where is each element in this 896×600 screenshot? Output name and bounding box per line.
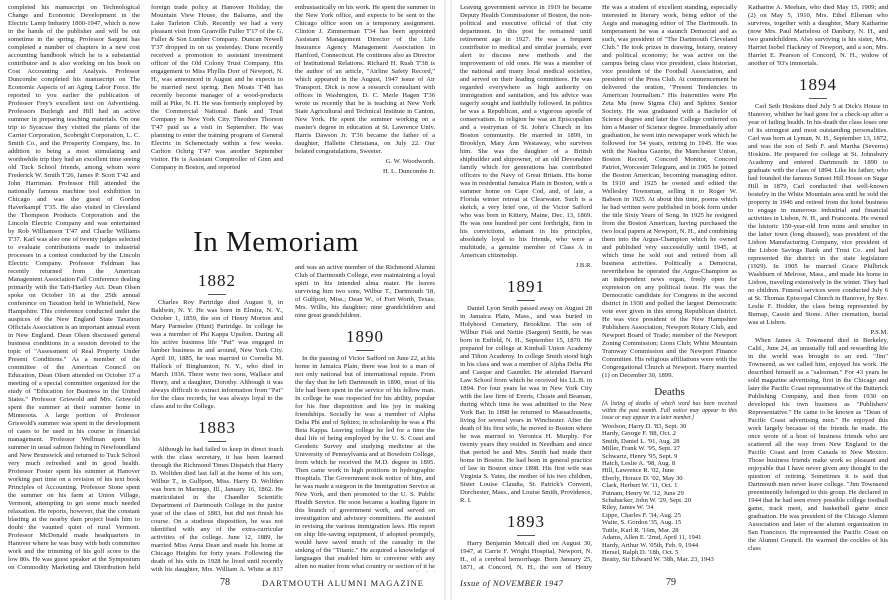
obituary-1891: Daniel Lyon Smith passed away on August 28 in Jamaica Plain, Mass., and was buried in Holyhood Cemetery, Brookline. The son of Wilbur Fisk and Nettie (Sargent) Smith, he was born in Enfield, N. H., September 15, 1870. He prepared for college at Kimball Union Academy and Tilton Academy. In college Smith stood high in his class and was a member of Alpha Delta Phi and Casque and Gauntlet. He attended Harvard Law School from which he received his LL.B. in 1894. For four years he was in New York City with the law firm of Everts, Choate and Beaman, during which time he was admitted to the New York Bar. In 1898 he returned to Massachusetts, living for several years in Winchester. After the death of his first wife, he moved to Boston where he was married to Veronica H. Murphy. For twenty years they resided in Needham and since that period he and Mrs. Smith had made their home in Boston. He had been in general practice of law in Boston since 1898. His first wife was Virginia S. Yates, the mother of his two children, Sister Louise Claudia, St. Patrick's Convent, Dorchester, Mass., and Louise Smith, Providence, R. I. <box>460 305 592 504</box>
magazine-title: DARTMOUTH ALUMNI MAGAZINE <box>262 578 424 588</box>
divider <box>356 350 374 351</box>
signature-jbr: J.B.R. <box>575 262 592 269</box>
deaths-list <box>602 423 737 564</box>
death-entry: Smith, Daniel L. '91, Aug. 28 <box>602 437 680 445</box>
death-entry: Beatty, Sir Edward W. '38h, Mar. 23, 1943 <box>602 556 714 564</box>
deaths-heading: Deaths <box>654 386 685 398</box>
divider <box>208 294 226 295</box>
right-page <box>452 0 896 600</box>
death-entry: Waite, S. Gordon '35, Aug. 15 <box>602 519 682 527</box>
tuck-news-text: completed his manuscript on Technological Change and Economic Development in the Electric Lamp Industry 1800-1947, which is now in the hands of the publisher and will be out sometime in the spring. Professor Sargent has completed a number of chapters in a new cost accounting handbook which he is a substantial contributor and is also working on his book on Cost Accounting and Analysis. Professor Duncombe completed his manuscript on The Economic Aspects of an Aging Labor Force. He reported to you earlier the publication of Professor Frey's excellent text on Advertising. Professors Burleigh and Hill had an active summer in preparing teaching materials. On one trip to Syracuse they visited the plants of the Carrier Corporation, Scobright Corporation, L. C. Smith Co., and the Prosperity Company, Inc. In addition to being a most stimulating and worthwhile trip they had an excellent time seeing old Tuck School friends, among whom were Frederick W. Smith T'26, James P. Scott T'42 and John Harriman. Professor Hill attended the nationally famous machine tool exhibition in Chicago and was the guest of Gordon Haverkampf T'35. He also visited in Cleveland the Thompson Products Corporation and the Lincoln Electric Company and was entertained by Rob Williamson T'47 and Charlie Williams T'37. Karl was also one of twenty judges selected to evaluate contributions made to industrial processes in a contest conducted by the Lincoln Electric Company. Professor Feldman has recently returned from the American Management Association Fall Conference dealing primarily with the Taft-Hartley Act. Dean Olsen spoke on October 16 at the 25th annual conference on Taxation held in Whitefield, New Hampshire. This conference conducted under the auspices of the New England State Taxation Officials Association is an important annual event in New England. Dean Olsen discussed general business conditions in a session devoted to the topic of "Assessment of Real Property Under Present Conditions." As a member of the committee of the American Council on Education, Dean Olsen attended on October 17 a meeting of a special committee organized for the study of "Education for Business in the United States." Professor Griswold and Mrs. Griswold spent the summer at their summer home in Minnesota. A large portion of Professor Griswold's summer was spent in the development of cases to be used in his course in financial management. Professor Wellman spent his summer in usual salmon fishing in Newfoundland and New Brunswick and returned to Tuck School very much refreshed and in good health. Professor Foster spent his summer at Hanover working part time on a revision of his text book Principles of Accounting. Professor Stone spent the summer on his farm at Union Village, Vermont, attempting to get some much needed relaxation. He reports, however, that the constant blasting at the nearby dam project leads him to doubt the vaunted quiet of rural Vermont. Professor McDonald made headquarters in Hanover where he was busy with both committee work and the trimming of his golf score to the low 80s. He was guest speaker at the Symposium on Commodity Marketing and Distribution held <box>8 4 140 571</box>
divider <box>208 441 226 442</box>
page-number-left: 78 <box>220 577 230 588</box>
year-heading-1890: 1890 <box>346 327 384 346</box>
book-gutter <box>444 0 452 600</box>
death-entry: Hersel, Ralph D. '18h, Oct. 5 <box>602 548 679 556</box>
year-heading-1891: 1891 <box>507 277 545 296</box>
divider <box>809 98 827 99</box>
obituary-1883-cont: and was an active member of the Richmond Alumni Club of Dartmouth College, ever maintaining a loyal spirit in his intended alma mater. He leaves surviving him two sons, Wilbur T., Dartmouth '18, of Gulfport, Miss.; Dean W., of Fort Worth, Texas; Mrs. Willis, his daughter; nine grandchildren and nine great grandchildren. <box>295 264 435 319</box>
death-entry: Putnam, Henry W. '12, June 29 <box>602 489 684 497</box>
death-entry: Hardy, George F. '88, Oct. 2 <box>602 430 676 438</box>
tuck-news-text-cont: foreign trade policy at Hanover Holiday, the Mountain View House, the Balsams, and the Lake Tarleton Club. Recently we had a very pleasant visit from Granville Fuller T'17 of the G. Fuller & Son Lumber Company. Duncan Newell T'37 dropped in on us yesterday. Dune recently received a promotion to assistant investment officer of the Old Colony Trust Company. His engagement to Miss Phyllis Dorr of Newport, N. H., was announced in August and he expects to be married next spring. Ben Moats T'48 has recently become manager of a wood-products mill at Pike, N. H. He was formerly employed by the Commercial National Bank and Trust Company in New York City. Theodore Thorson T'47 paid us a visit in September. He was planning to enter the training program of General Electric in Schenectady within a few weeks. Carlton Ochrig T'47 was another September visitor. He is Assistant Comptroller of Ginn and Company in Boston, and reported <box>151 4 283 171</box>
divider <box>517 300 535 301</box>
signature-duncombe: H. L. Duncombe Jr. <box>382 168 435 175</box>
death-entry: Lippe, Charles F. '34, Aug. 25 <box>602 511 681 519</box>
death-entry: Schwartz, Henry '95, Sept. 9 <box>602 452 678 460</box>
deaths-note: [A listing of deaths of which word has been received within the past month. Full notice may appear in this issue or may appear in a later number.] <box>602 401 737 421</box>
issue-label: Issue of NOVEMBER 1947 <box>460 578 564 588</box>
right-column-3 <box>748 4 888 572</box>
obituary-1890: In the passing of Victor Safford on June 22, at his home in Jamaica Plain, there was lost to a man of not only national but of international repute. From the day that he left Dartmouth in 1890, most of his life had been spent in the service of his fellow man. In college he was respected for his ability, popular for his fine disposition and his joy in making friendships. Socially he was a member of Alpha Delta Phi and of Sphinx; in scholarship he was a Phi Beta Kappa. Leaving college he led for a time the dual life of being employed by the U. S. Coast and Geodetic Survey and studying medicine at the University of Pennsylvania and at Bowdoin College, from which he received the M.D. degree in 1895. Then came work in high positions in hydrographic Hospitals. The Government took notice of him, and he was made a surgeon in the Immigration Service at New York, and then promoted to the U. S. Public Health Service. He soon became a leading figure in this branch of government work, and served on investigation and advisory committees. He assisted in revising the various immigration laws. His report on ship life-saving equipment, if adopted promptly, would have saved much of the casualty in the sinking of the "Titanic." He acquired a knowledge of languages that enabled him to converse with any alien no matter from what country or section of it he <box>295 355 435 570</box>
year-heading-1882: 1882 <box>198 271 236 290</box>
death-entry: Eberly, Horace D. '02, May 30 <box>602 474 683 482</box>
death-entry: Schabacker, John W. '29, Sept. 20 <box>602 497 692 505</box>
death-entry: Tuttle, Karl R. '16m, Mar. 28 <box>602 526 679 534</box>
death-entry: Clark, Herbert W. '11, Oct. 1 <box>602 482 678 490</box>
obituary-1894: Carl Seth Hoskins died July 5 at Dick's House in Hanover, whither he had gone for a check-up after a year of failing health. In his death the class loses one of its strongest and most outstanding personalities. Carl was born at Lyman, N. H., September 13, 1872, and was the son of Seth F. and Martha (Severns) Hoskins. He prepared for college at St. Johnsbury Academy and entered Dartmouth in 1890 to graduate with the class of 1894. Like his father, who had founded the famous Sunset Hill House on Sugar Hill in 1879, Carl conducted that well-known hostelry in the White Mountain area until he sold the property in 1946 and retired from the hotel business to engage in numerous industrial and financial activities in Lisbon, N. H., and Franconia. He owned the historic 150-year-old Iron mine and smelter in the latter town (long disused), was president of the Lisbon Manufacturing Company, vice president of the Lisbon Savings Bank and Trust Co. and had represented the district in the state legislature (1929). In 1905 he married Grace Philbrick Washburn of Melrose, Mass., and made his home in Lisbon, traveling extensively in the winter. They had no children. Funeral services were conducted July 6 at St. Thomas Episcopal Church in Hanover, by Rev. Leslie F. Hodder, the class being represented by Burnap, Cassin and Stone. After cremation, burial was at Lisbon. <box>748 103 888 326</box>
death-entry: Hardy, Arthur W. '05th, Feb. 9, 1944 <box>602 541 699 549</box>
death-entry: Woolson, Harry D. '83, Sept. 30 <box>602 423 687 430</box>
right-column-1 <box>460 4 592 572</box>
signature-psm: P.S.M. <box>870 329 888 336</box>
left-page <box>0 0 444 600</box>
right-column-2 <box>602 4 737 572</box>
obituary-1882: Charles Roy Partridge died August 9, in Baldwin, N. Y. He was born in Elmira, N. Y., October 1, 1859, the son of Henry Morton and Mary Parmelee (Hunt) Partridge. In college he was a member of Phi Kappa Upsilon. During all his active business life "Pat" was engaged in lumber business in and around, New York City. April 10, 1885, he was married to Cornelia M. Hallock of Binghamton, N. Y., who died in March 1936. There were two sons, Wallace and Henry, and a daughter, Dorothy. Although it was always difficult to extract information from "Pat" for the class records, he was always loyal to the class and to the College. <box>151 299 283 410</box>
left-column-3-obits <box>295 264 435 572</box>
death-entry: Hatch, Leslie A. '98, Aug. 8 <box>602 460 676 468</box>
left-column-2-obits <box>151 264 283 572</box>
left-column-2 <box>151 4 283 216</box>
obituary-1883: Although he had failed to keep in direct touch with the class secretary, it has been learned through the Richmond Times Dispatch that Harry D. Wolfden died last fall at the home of his son, Wilbur T., in Gulfport, Miss. Harry D. Wolfden was born in Marengo, Ill., January 16, 1862. He matriculated in the Chandler Scientific Department of Dartmouth College in the junior year of the class of 1883, but did not finish his course. On a studious disposition, he was not identified with any of the extra-curricular activities of the college. June 12, 1889, he married Miss Anna Dean and made his home at Chicago Heights for forty years. Following the death of his wife in 1928 he lived until recently with his daughter, Mrs. William A. White at 817 <box>151 446 283 572</box>
page-number-right: 79 <box>666 577 676 588</box>
left-column-3 <box>295 4 435 216</box>
divider <box>517 535 535 536</box>
obituary-1893-cont: He was a student of excellent standing, especially interested in literary work, being editor of the Aegis and managing editor of The Dartmouth. In temperament he was a staunch Democrat and as such, was president of "The Dartmouth Cleveland Club." He took prizes in drawing, botany, oratory and political economy; he was active on the campus being class vice president, class historian, vice president of the Football Association, and president of the Press Club. At commencement he delivered the oration, "Present Tendencies in American Journalism." His fraternities were Phi Zeta Mu (now Sigma Chi) and Sphinx Senior Society. He was graduated with a Bachelor of Science degree and later the College conferred on him a Master of Science degree. Immediately after graduation, he went into newspaper work which he followed for 54 years, retiring in 1945. He was with the Nashua Gazette, the Manchester Union, Boston Record, Concord Monitor, Concord Patriot, Worcester Telegram, and in 1905 he joined the Boston American, becoming managing editor. In 1910 and 1925 he owned and edited the Wellesley Townsman, selling it to Roger W. Babson in 1925. At about this time, poems which he had written were published in book form under the title Sixty Years of Song. In 1925 he resigned from the Boston American, having purchased the two local papers at Newport, N. H., and combining them into the Argus-Champion which he owned and published very successfully until 1945, at which time he sold out and retired from all business activities. Politically a Democrat, nevertheless he operated the Argus-Champion as an independent news organ, freely open for expression on any political issue. He was the Democratic candidate for Congress in the second district in 1930 and polled the largest Democratic vote ever given in this strong Republican district. He was vice president of the New Hampshire Publishers Association, Newport Rotary Club, and Newport Board of Trade; member of the Newport Zoning Commission; Lions Club; White Mountain Tramway Commission and the Newport Finance Committee. His religious affiliations were with the Congregational Church at Newport. Harry married (1) on December 30, 1899. <box>602 4 737 379</box>
tuck-news-text-end: enthusiastically on his work. He spent the summer in the New York office, and expects to be sent to the Chicago office soon on a temporary assignment. Clinton J. Zimmerman T'34 has been appointed Assistant Management Director of the Life Insurance Agency Management Association in Hartford, Connecticut. He continues also as Director of Institutional Relations. Richard H. Rush T'38 is the author of an article, "Airline Safety Record," which appeared in the August, 1947 issue of Air Transport. Dick is now a research consultant with offices in Washington, D. C. Merle Hagen T'36 wrote us recently that he is teaching at New York State Agricultural and Technical Institute in Canton, New York. He spent the summer working on a master's degree in education at St. Lawrence Univ. Harris Dawson Jr. T'36 became the father of a daughter, Hallette Christiana, on July 22. Our belated congratulations, Sweeter. <box>295 4 435 155</box>
year-heading-1893: 1893 <box>507 512 545 531</box>
obituary-1893: Harry Benjamin Metcalf died on August 30, 1947, at Carrie F. Wright Hospital, Newport, N. H., of a cerebral hemorrhage. Born January 25, 1871, at Concord, N. H., the son of Henry <box>460 540 592 571</box>
year-heading-1894: 1894 <box>799 75 837 94</box>
page-title: In Memoriam <box>193 226 359 258</box>
death-entry: Riley, James W. '34 <box>602 504 654 512</box>
year-heading-1883: 1883 <box>198 418 236 437</box>
death-entry: Adams, Allen E. '2md, April 11, 1941 <box>602 534 702 542</box>
left-column-1 <box>8 4 140 572</box>
obituary-1894-townsend: When James A. Townsend died in Berkeley, Calif., June 24, an unusually full and rewarding life in the world was brought to an end. "Jim" Townsend, as we called him, enjoyed his work. He described himself as a "salesman." For 43 years he sold magazine advertising, first in the Chicago and later the Pacific Coast representative of the Butterick Publishing Company, and then from 1930 on developed his own business as "Publishers' Representative." He came to be known as "Dean of Pacific Coast advertising men." He enjoyed this work largely because of the friends he made. He once wrote of a host of business friends who are scattered all the way from New England to the Pacific Coast and from Canada to New Mexico. Those business friends make work so pleasant and enjoyable that I have never given any thought to the question of retiring. Sometimes it is said that Dartmouth men never leave college. "Jim Townsend preeminently belonged to this group. He declared in 1944 that he had seen every possible college football game, track meet, and basketball game since graduation. He was president of the Chicago Alumni Association and later of the alumni organization in San Francisco. He represented the Pacific Coast on the Alumni Council. He warmed the cockles of his class <box>748 337 888 552</box>
death-entry: Hill, Lawrence R. '02, June <box>602 467 675 475</box>
death-entry: Miller, Frank W. '95, Sept. 27 <box>602 445 681 453</box>
obituary-1893-end: Katharine A. Meehan, who died May 15, 1909; and (2) on May 5, 1910, Mrs. Ethel Ellsman who survives, together with a daughter, Mary Katharine (now Mrs. Paul Marielesu of Danbury, N. H., and two grandchildren. Also surviving is his sister, Mrs. Harriet Isobel Hackney of Newport, and a son, Mrs. Harriet E. Pearson of Concord, N. H., widow of another of '93's immortals. <box>748 4 888 67</box>
signature-woodworth: G. W. Woodworth. <box>385 158 435 165</box>
obituary-1890-cont: Leaving government service in 1919 he became Deputy Health Commissioner of Boston, the non-political and executive official of that city department. In this post he remained until retirement age in 1927. He was a frequent contributor to medical and similar journals, ever alert to discuss new methods and the improvement of old ones. He was a member of the national and many local medical societies, and served on their leading committees. He was regarded everywhere as high authority on immigration and sanitation, and his advice was eagerly sought and faithfully followed. In politics he was a Republican, and a vigorous apostle of conservatism. In religion he was an Episcopalian and a vestryman of St. John's Church in his Boston community. He married in 1899, in Brooklyn, Mary Ann Westaway, who survives him. She was the daughter of a British shipbuilder and shipowner, of an old Devonshire family which for generations has contributed officers to the Navy of Great Britain. His home was in residential Jamaica Plain in Boston, with a summer home on Cape Cod, and, of late, a Florida winter retreat at Clearwater. Such is a sketch, a very brief one, of the Victor Safford who was born in Kittery, Maine, Dec. 13, 1869. He was one hundred per cent forthright, firm in his convictions, adamant in his principles, absolutely loyal to his friends, who were a multitude, a genuine member of Class A in American citizenship. <box>460 4 592 259</box>
